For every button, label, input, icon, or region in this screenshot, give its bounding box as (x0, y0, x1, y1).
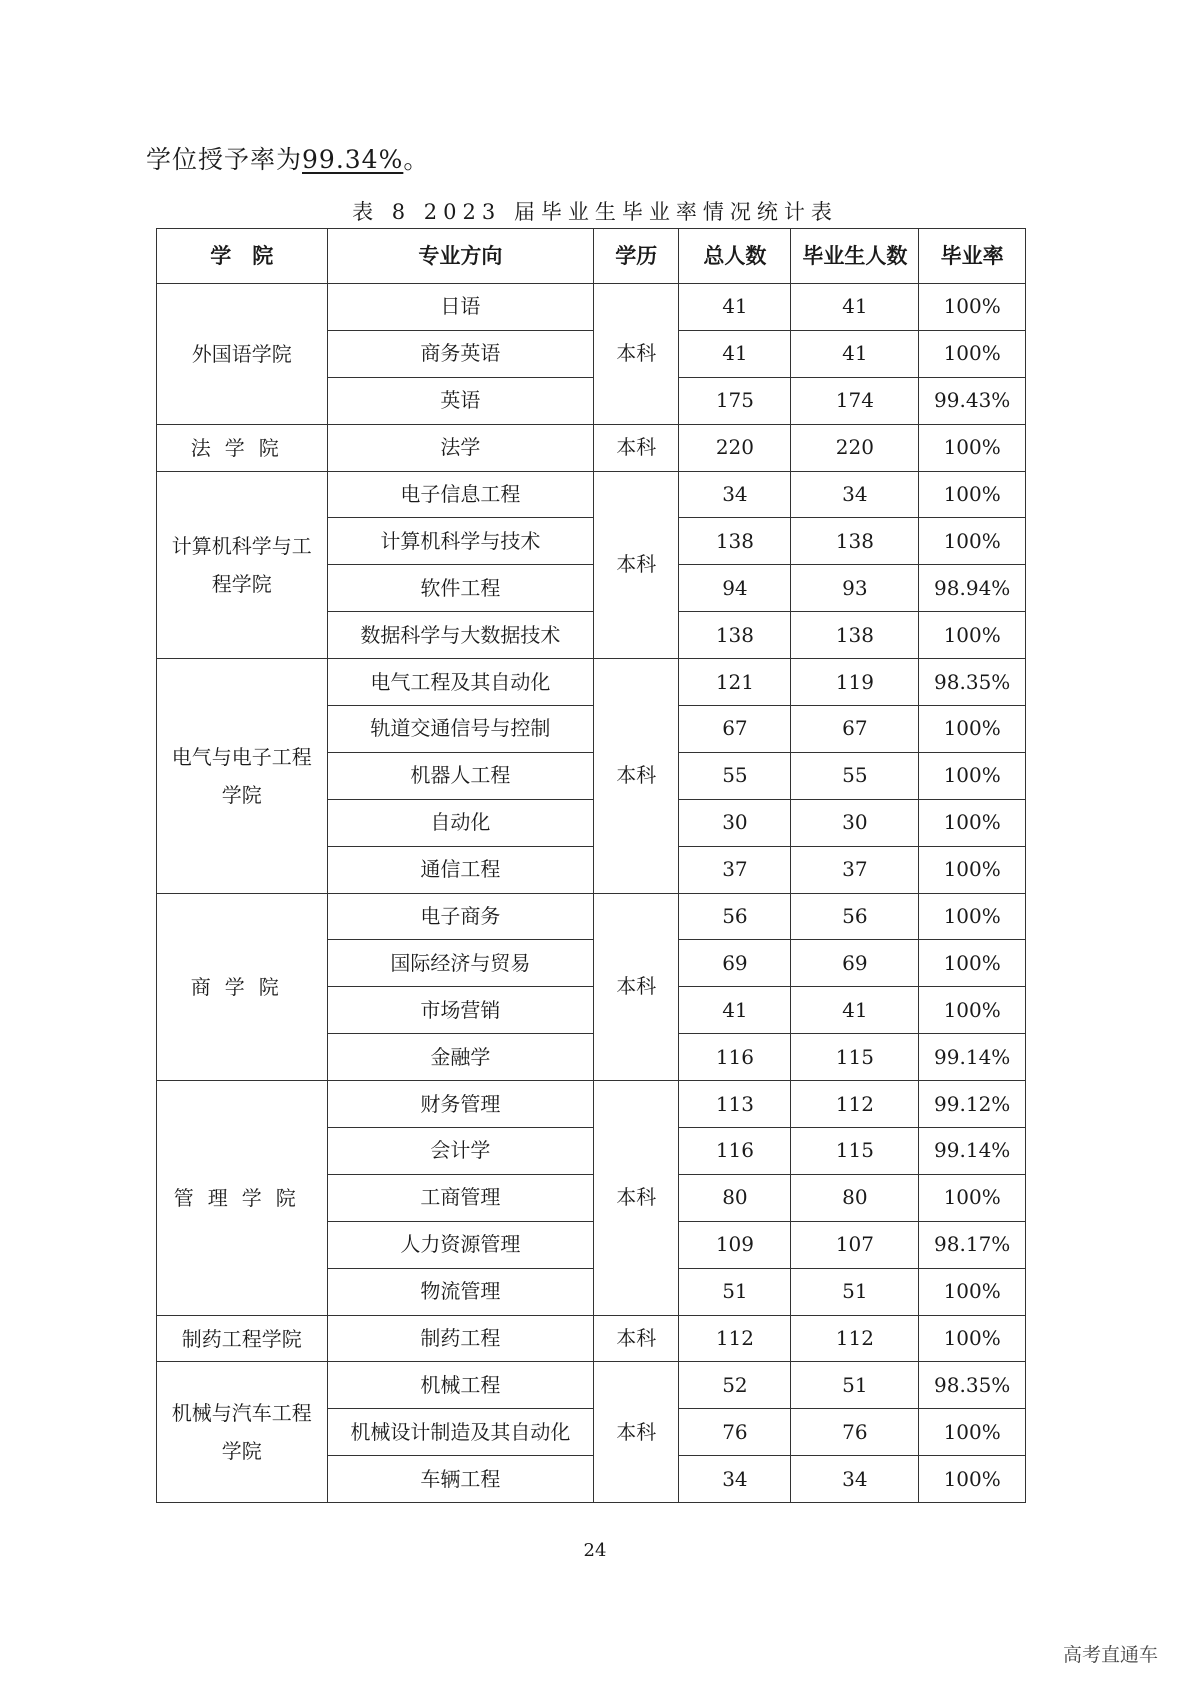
rate-cell: 100% (919, 846, 1026, 893)
total-cell: 116 (679, 1034, 791, 1081)
table-caption: 表 8 2023 届毕业生毕业率情况统计表 (352, 200, 838, 224)
degree-cell: 本科 (594, 284, 679, 425)
major-cell: 自动化 (327, 799, 594, 846)
intro-prefix: 学位授予率为 (146, 145, 303, 174)
total-cell: 56 (679, 893, 791, 940)
graduates-cell: 51 (791, 1362, 919, 1409)
total-cell: 175 (679, 377, 791, 424)
total-cell: 94 (679, 565, 791, 612)
graduates-cell: 80 (791, 1174, 919, 1221)
table-row (157, 471, 1026, 518)
header-degree: 学历 (594, 229, 679, 284)
rate-cell: 100% (919, 1315, 1026, 1362)
graduates-cell: 41 (791, 330, 919, 377)
major-cell: 法学 (327, 424, 594, 471)
total-cell: 41 (679, 987, 791, 1034)
major-cell: 国际经济与贸易 (327, 940, 594, 987)
table-header-row (157, 229, 1026, 284)
rate-cell: 100% (919, 612, 1026, 659)
rate-cell: 100% (919, 471, 1026, 518)
major-cell: 电子商务 (327, 893, 594, 940)
rate-cell: 100% (919, 518, 1026, 565)
major-cell: 制药工程 (327, 1315, 594, 1362)
major-cell: 人力资源管理 (327, 1221, 594, 1268)
graduates-cell: 69 (791, 940, 919, 987)
rate-cell: 98.35% (919, 659, 1026, 706)
rate-cell: 98.94% (919, 565, 1026, 612)
rate-cell: 99.14% (919, 1034, 1026, 1081)
rate-cell: 100% (919, 284, 1026, 331)
table-row (157, 1081, 1026, 1128)
total-cell: 113 (679, 1081, 791, 1128)
graduates-cell: 112 (791, 1081, 919, 1128)
graduates-cell: 41 (791, 284, 919, 331)
rate-cell: 100% (919, 1409, 1026, 1456)
total-cell: 121 (679, 659, 791, 706)
rate-cell: 100% (919, 706, 1026, 753)
major-cell: 会计学 (327, 1128, 594, 1175)
table-row (157, 424, 1026, 471)
degree-cell: 本科 (594, 424, 679, 471)
graduates-cell: 138 (791, 612, 919, 659)
total-cell: 41 (679, 284, 791, 331)
major-cell: 机器人工程 (327, 752, 594, 799)
graduates-cell: 112 (791, 1315, 919, 1362)
major-cell: 市场营销 (327, 987, 594, 1034)
rate-cell: 99.14% (919, 1128, 1026, 1175)
header-college: 学 院 (157, 229, 328, 284)
rate-cell: 98.35% (919, 1362, 1026, 1409)
graduates-cell: 37 (791, 846, 919, 893)
graduation-rate-table (156, 228, 1026, 1503)
major-cell: 电子信息工程 (327, 471, 594, 518)
rate-cell: 98.17% (919, 1221, 1026, 1268)
graduates-cell: 30 (791, 799, 919, 846)
graduates-cell: 34 (791, 1456, 919, 1503)
graduates-cell: 174 (791, 377, 919, 424)
major-cell: 商务英语 (327, 330, 594, 377)
intro-suffix: 。 (403, 145, 430, 174)
degree-cell: 本科 (594, 893, 679, 1081)
table-row (157, 659, 1026, 706)
rate-cell: 100% (919, 893, 1026, 940)
table-row (157, 1362, 1026, 1409)
rate-cell: 99.43% (919, 377, 1026, 424)
graduates-cell: 115 (791, 1128, 919, 1175)
major-cell: 工商管理 (327, 1174, 594, 1221)
degree-cell: 本科 (594, 1362, 679, 1503)
major-cell: 电气工程及其自动化 (327, 659, 594, 706)
intro-sentence (146, 140, 429, 176)
graduates-cell: 93 (791, 565, 919, 612)
page-number: 24 (583, 1540, 607, 1561)
degree-rate-value: 99.34% (302, 145, 404, 174)
major-cell: 通信工程 (327, 846, 594, 893)
total-cell: 109 (679, 1221, 791, 1268)
graduates-cell: 76 (791, 1409, 919, 1456)
header-rate: 毕业率 (919, 229, 1026, 284)
major-cell: 轨道交通信号与控制 (327, 706, 594, 753)
total-cell: 37 (679, 846, 791, 893)
graduates-cell: 115 (791, 1034, 919, 1081)
graduates-cell: 55 (791, 752, 919, 799)
total-cell: 69 (679, 940, 791, 987)
header-total: 总人数 (679, 229, 791, 284)
major-cell: 软件工程 (327, 565, 594, 612)
rate-cell: 100% (919, 1174, 1026, 1221)
total-cell: 34 (679, 1456, 791, 1503)
header-graduates: 毕业生人数 (791, 229, 919, 284)
rate-cell: 100% (919, 424, 1026, 471)
table-row (157, 1315, 1026, 1362)
total-cell: 67 (679, 706, 791, 753)
total-cell: 76 (679, 1409, 791, 1456)
major-cell: 物流管理 (327, 1268, 594, 1315)
total-cell: 138 (679, 612, 791, 659)
college-cell: 管理学院 (157, 1081, 328, 1315)
college-cell: 商学院 (157, 893, 328, 1081)
college-cell: 外国语学院 (157, 284, 328, 425)
rate-cell: 99.12% (919, 1081, 1026, 1128)
rate-cell: 100% (919, 1268, 1026, 1315)
major-cell: 英语 (327, 377, 594, 424)
total-cell: 138 (679, 518, 791, 565)
table-row (157, 893, 1026, 940)
graduates-cell: 34 (791, 471, 919, 518)
graduates-cell: 67 (791, 706, 919, 753)
college-cell: 机械与汽车工程学院 (157, 1362, 328, 1503)
degree-cell: 本科 (594, 1081, 679, 1315)
total-cell: 41 (679, 330, 791, 377)
rate-cell: 100% (919, 940, 1026, 987)
graduates-cell: 119 (791, 659, 919, 706)
college-cell: 电气与电子工程学院 (157, 659, 328, 893)
total-cell: 52 (679, 1362, 791, 1409)
major-cell: 数据科学与大数据技术 (327, 612, 594, 659)
total-cell: 80 (679, 1174, 791, 1221)
graduates-cell: 51 (791, 1268, 919, 1315)
table-row (157, 284, 1026, 331)
degree-cell: 本科 (594, 659, 679, 893)
rate-cell: 100% (919, 987, 1026, 1034)
total-cell: 51 (679, 1268, 791, 1315)
major-cell: 财务管理 (327, 1081, 594, 1128)
major-cell: 金融学 (327, 1034, 594, 1081)
graduates-cell: 107 (791, 1221, 919, 1268)
total-cell: 116 (679, 1128, 791, 1175)
graduates-cell: 41 (791, 987, 919, 1034)
graduates-cell: 56 (791, 893, 919, 940)
total-cell: 34 (679, 471, 791, 518)
watermark-text: 高考直通车 (1062, 1644, 1158, 1666)
header-major: 专业方向 (327, 229, 594, 284)
degree-cell: 本科 (594, 1315, 679, 1362)
major-cell: 车辆工程 (327, 1456, 594, 1503)
rate-cell: 100% (919, 752, 1026, 799)
total-cell: 112 (679, 1315, 791, 1362)
college-cell: 计算机科学与工程学院 (157, 471, 328, 659)
table-body (157, 284, 1026, 1503)
total-cell: 220 (679, 424, 791, 471)
graduates-cell: 220 (791, 424, 919, 471)
major-cell: 计算机科学与技术 (327, 518, 594, 565)
total-cell: 55 (679, 752, 791, 799)
total-cell: 30 (679, 799, 791, 846)
major-cell: 机械设计制造及其自动化 (327, 1409, 594, 1456)
major-cell: 日语 (327, 284, 594, 331)
college-cell: 制药工程学院 (157, 1315, 328, 1362)
degree-cell: 本科 (594, 471, 679, 659)
graduates-cell: 138 (791, 518, 919, 565)
major-cell: 机械工程 (327, 1362, 594, 1409)
rate-cell: 100% (919, 799, 1026, 846)
rate-cell: 100% (919, 330, 1026, 377)
college-cell: 法学院 (157, 424, 328, 471)
rate-cell: 100% (919, 1456, 1026, 1503)
